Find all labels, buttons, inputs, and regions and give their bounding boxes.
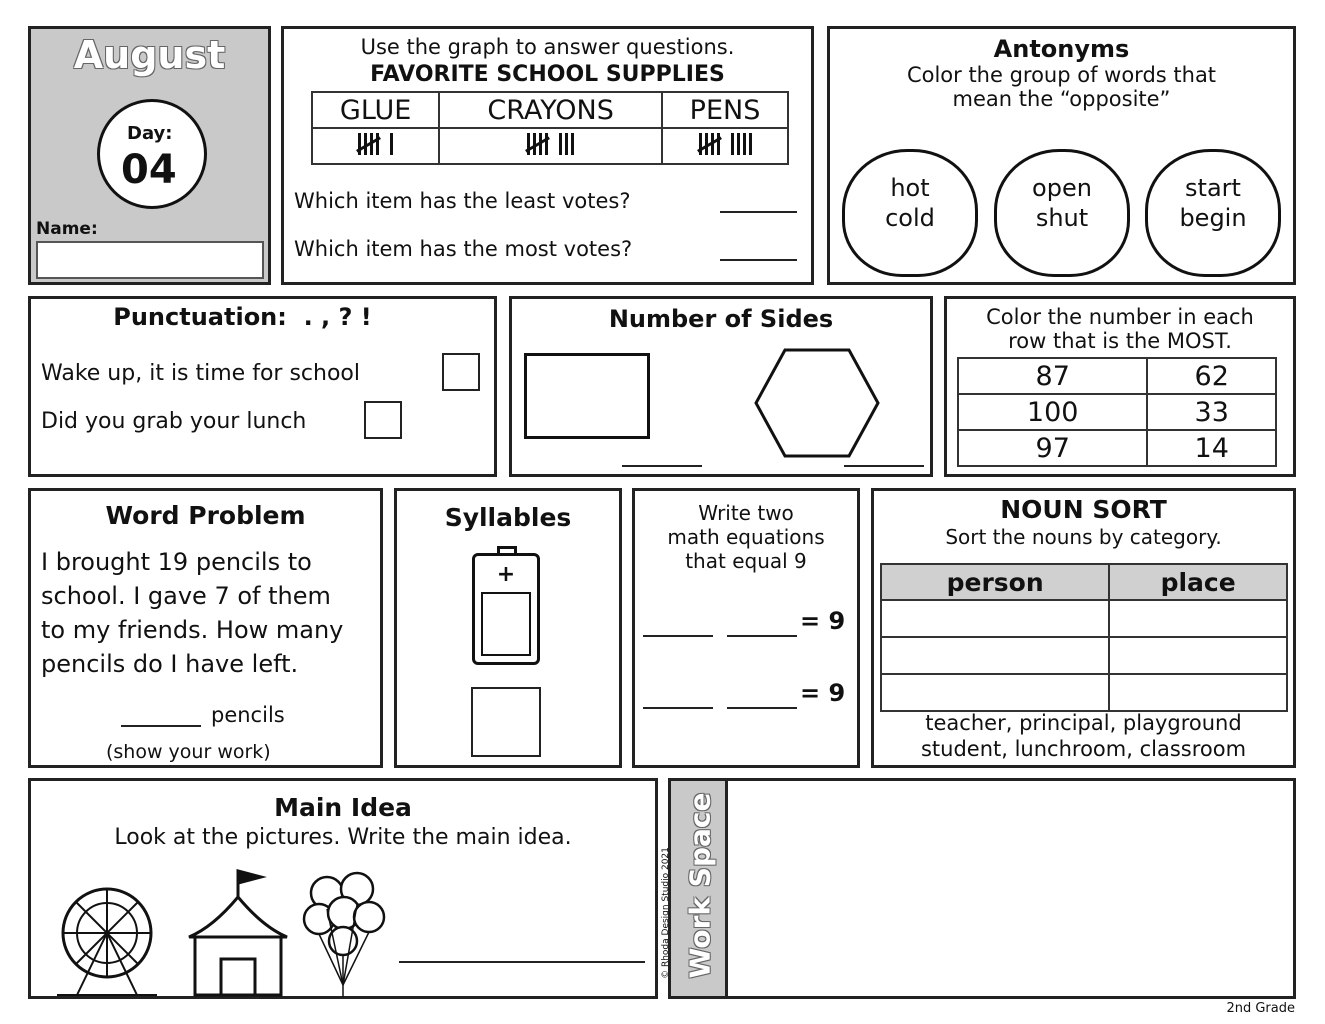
equation-1-blank-a[interactable] xyxy=(643,635,713,637)
tally-mark xyxy=(527,133,530,155)
month-title: August xyxy=(73,33,226,77)
place-cell[interactable] xyxy=(1109,600,1287,637)
tally-mark xyxy=(533,133,536,155)
name-label: Name: xyxy=(36,219,98,239)
balloons-picture xyxy=(299,865,389,1001)
noun-sort-table xyxy=(880,563,1288,712)
syllables-title: Syllables xyxy=(444,503,572,532)
sentence-1: Wake up, it is time for school xyxy=(41,361,360,386)
instruction-line: Write two xyxy=(698,501,794,525)
antonyms-instruction-2: mean the “opposite” xyxy=(952,87,1171,111)
rectangle-sides-answer[interactable] xyxy=(622,465,702,467)
tally-mark xyxy=(749,133,752,155)
number-cell[interactable]: 87 xyxy=(958,358,1147,394)
person-cell[interactable] xyxy=(881,600,1109,637)
tally-marks xyxy=(527,133,574,155)
equation-2-blank-b[interactable] xyxy=(727,707,797,709)
most-panel xyxy=(944,296,1296,477)
syllables-panel xyxy=(394,488,622,768)
copyright: © Rhoda Design Studio 2021 xyxy=(661,847,671,979)
show-work-note: (show your work) xyxy=(106,741,271,763)
col-glue: GLUE xyxy=(312,92,439,128)
tally-mark xyxy=(717,133,720,155)
apple-word: shut xyxy=(1035,204,1089,232)
work-space-area[interactable] xyxy=(725,778,1296,999)
work-space-label-panel xyxy=(668,778,728,999)
question-most: Which item has the most votes? xyxy=(294,237,633,261)
ferris-wheel-picture xyxy=(37,881,177,997)
apple-hot-cold[interactable] xyxy=(842,149,978,277)
apple-start-begin[interactable] xyxy=(1145,149,1281,277)
instruction-line: that equal 9 xyxy=(685,549,807,573)
place-cell[interactable] xyxy=(1109,674,1287,711)
graph-title: FAVORITE SCHOOL SUPPLIES xyxy=(370,62,725,87)
number-cell[interactable]: 33 xyxy=(1147,394,1276,430)
place-cell[interactable] xyxy=(1109,637,1287,674)
problem-line: school. I gave 7 of them xyxy=(41,582,331,610)
main-idea-title: Main Idea xyxy=(274,793,412,822)
word-problem-title: Word Problem xyxy=(105,501,306,530)
equation-1-result: = 9 xyxy=(800,607,846,635)
problem-line: I brought 19 pencils to xyxy=(41,548,312,576)
word-problem-text xyxy=(41,545,343,681)
tally-mark xyxy=(705,133,708,155)
equation-2-blank-a[interactable] xyxy=(643,707,713,709)
tally-group-of-five xyxy=(527,133,548,155)
number-table xyxy=(957,357,1277,467)
punctuation-panel xyxy=(28,296,497,477)
header-place: place xyxy=(1109,564,1287,600)
tally-mark xyxy=(565,133,568,155)
tally-mark xyxy=(390,133,393,155)
tally-table xyxy=(311,91,789,165)
tally-mark xyxy=(711,133,714,155)
tally-mark xyxy=(559,133,562,155)
tally-marks xyxy=(699,133,752,155)
equations-instruction xyxy=(635,501,857,573)
name-input[interactable] xyxy=(36,241,264,279)
person-cell[interactable] xyxy=(881,674,1109,711)
tally-mark xyxy=(370,133,373,155)
sides-title: Number of Sides xyxy=(608,305,834,333)
tally-pens xyxy=(662,128,788,164)
answer-line[interactable] xyxy=(121,725,201,727)
noun-sort-panel xyxy=(871,488,1296,768)
col-crayons: CRAYONS xyxy=(439,92,662,128)
hexagon-sides-answer[interactable] xyxy=(844,465,924,467)
day-label: Day: xyxy=(127,123,173,144)
circus-tent-picture xyxy=(183,867,293,999)
date-panel xyxy=(28,26,271,285)
answer-most-line[interactable] xyxy=(720,259,797,261)
tally-mark xyxy=(545,133,548,155)
noun-word-bank-2: student, lunchroom, classroom xyxy=(920,737,1247,761)
tally-mark xyxy=(571,133,574,155)
apple-word: start xyxy=(1185,174,1241,202)
most-instruction-1: Color the number in each xyxy=(986,305,1254,329)
tally-mark xyxy=(376,133,379,155)
equation-1-blank-b[interactable] xyxy=(727,635,797,637)
syllables-answer-box[interactable] xyxy=(471,687,541,757)
number-cell[interactable]: 100 xyxy=(958,394,1147,430)
battery-icon xyxy=(472,553,540,665)
sentence-2: Did you grab your lunch xyxy=(41,409,307,434)
number-cell[interactable]: 97 xyxy=(958,430,1147,466)
day-number: 04 xyxy=(121,147,177,193)
work-space-label: Work Space xyxy=(683,792,717,979)
tally-group-of-five xyxy=(358,133,379,155)
apple-word: cold xyxy=(885,204,935,232)
battery-plus: + xyxy=(496,562,516,587)
antonyms-panel xyxy=(827,26,1296,285)
number-cell[interactable]: 62 xyxy=(1147,358,1276,394)
graph-instruction: Use the graph to answer questions. xyxy=(360,35,735,59)
tally-glue xyxy=(312,128,439,164)
tally-mark xyxy=(737,133,740,155)
problem-line: pencils do I have left. xyxy=(41,650,299,678)
word-problem-panel xyxy=(28,488,383,768)
equations-panel xyxy=(632,488,860,768)
tally-mark xyxy=(743,133,746,155)
apple-word: begin xyxy=(1179,204,1247,232)
rectangle-shape xyxy=(524,353,650,439)
tally-mark xyxy=(699,133,702,155)
tally-mark xyxy=(539,133,542,155)
antonyms-title: Antonyms xyxy=(993,35,1130,63)
tally-mark xyxy=(731,133,734,155)
noun-sort-title: NOUN SORT xyxy=(1000,495,1167,524)
number-cell[interactable]: 14 xyxy=(1147,430,1276,466)
question-least: Which item has the least votes? xyxy=(294,189,631,213)
antonyms-instruction-1: Color the group of words that xyxy=(906,63,1217,87)
apple-open-shut[interactable] xyxy=(994,149,1130,277)
punctuation-title: Punctuation: . , ? ! xyxy=(113,303,372,331)
answer-least-line[interactable] xyxy=(720,211,797,213)
answer-unit: pencils xyxy=(211,703,285,727)
sides-panel xyxy=(509,296,933,477)
noun-word-bank-1: teacher, principal, playground xyxy=(925,711,1242,735)
noun-sort-instruction: Sort the nouns by category. xyxy=(945,525,1222,549)
apple-word: open xyxy=(1032,174,1092,202)
main-idea-panel xyxy=(28,778,658,999)
equation-2-result: = 9 xyxy=(800,679,846,707)
tally-mark xyxy=(358,133,361,155)
tally-marks xyxy=(358,133,393,155)
hexagon-shape xyxy=(752,347,882,459)
punctuation-box-1[interactable] xyxy=(442,353,480,391)
person-cell[interactable] xyxy=(881,637,1109,674)
tally-group-of-five xyxy=(699,133,720,155)
punctuation-box-2[interactable] xyxy=(364,401,402,439)
graph-panel xyxy=(281,26,814,285)
tally-mark xyxy=(364,133,367,155)
most-instruction-2: row that is the MOST. xyxy=(1008,329,1232,353)
col-pens: PENS xyxy=(662,92,788,128)
header-person: person xyxy=(881,564,1109,600)
problem-line: to my friends. How many xyxy=(41,616,344,644)
grade-label: 2nd Grade xyxy=(1226,1001,1295,1016)
instruction-line: math equations xyxy=(667,525,825,549)
tally-crayons xyxy=(439,128,662,164)
main-idea-answer-line[interactable] xyxy=(399,961,645,963)
apple-word: hot xyxy=(890,174,930,202)
main-idea-instruction: Look at the pictures. Write the main idea. xyxy=(114,825,572,850)
